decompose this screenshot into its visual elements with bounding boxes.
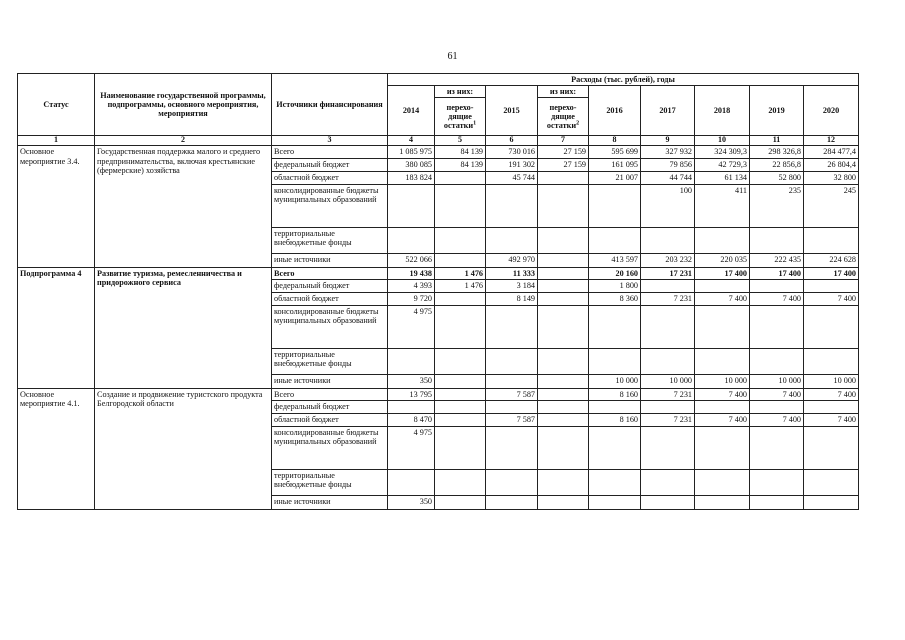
value-cell: 84 139	[435, 146, 486, 158]
value-cell	[486, 495, 538, 509]
value-cell	[435, 400, 486, 413]
value-cell	[750, 426, 804, 469]
column-number: 5	[435, 136, 486, 146]
value-cell	[804, 348, 859, 374]
value-cell	[486, 374, 538, 388]
value-cell: 61 134	[695, 171, 750, 184]
value-cell	[589, 348, 641, 374]
source-cell: консолидированные бюджеты муниципальных образований	[272, 426, 388, 469]
value-cell	[538, 413, 589, 426]
value-cell: 32 800	[804, 171, 859, 184]
value-cell	[695, 469, 750, 495]
value-cell: 413 597	[589, 253, 641, 267]
value-cell	[641, 279, 695, 292]
value-cell	[486, 426, 538, 469]
column-number: 12	[804, 136, 859, 146]
value-cell	[538, 227, 589, 253]
header-sources: Источники финансирования	[272, 74, 388, 136]
value-cell: 203 232	[641, 253, 695, 267]
value-cell	[750, 348, 804, 374]
value-cell: 10 000	[750, 374, 804, 388]
value-cell	[538, 426, 589, 469]
value-cell: 730 016	[486, 146, 538, 158]
source-cell: консолидированные бюджеты муниципальных образований	[272, 305, 388, 348]
program-name-cell: Создание и продвижение туристского продукта Белгородской области	[95, 388, 272, 509]
value-cell	[486, 400, 538, 413]
page-number: 61	[447, 51, 458, 62]
source-cell: иные источники	[272, 495, 388, 509]
value-cell: 84 139	[435, 158, 486, 171]
header-year: 2020	[804, 86, 859, 136]
value-cell: 7 400	[695, 292, 750, 305]
value-cell: 13 795	[388, 388, 435, 400]
budget-table	[17, 73, 859, 510]
value-cell: 595 699	[589, 146, 641, 158]
value-cell: 27 159	[538, 158, 589, 171]
column-number: 3	[272, 136, 388, 146]
value-cell	[388, 184, 435, 227]
value-cell	[589, 184, 641, 227]
value-cell: 44 744	[641, 171, 695, 184]
column-number: 4	[388, 136, 435, 146]
value-cell: 27 159	[538, 146, 589, 158]
value-cell	[538, 374, 589, 388]
value-cell	[750, 279, 804, 292]
value-cell	[435, 171, 486, 184]
value-cell: 7 231	[641, 413, 695, 426]
value-cell	[589, 305, 641, 348]
value-cell	[435, 426, 486, 469]
value-cell	[486, 184, 538, 227]
value-cell: 245	[804, 184, 859, 227]
value-cell: 183 824	[388, 171, 435, 184]
program-name-cell: Государственная поддержка малого и среднего предпринимательства, включая крестьянские (фермерские) хозяйства	[95, 146, 272, 267]
value-cell	[538, 184, 589, 227]
table-row	[18, 388, 859, 400]
header-year: 2019	[750, 86, 804, 136]
source-cell: федеральный бюджет	[272, 158, 388, 171]
source-cell: территориальные внебюджетные фонды	[272, 469, 388, 495]
value-cell: 17 400	[695, 267, 750, 279]
value-cell: 350	[388, 374, 435, 388]
value-cell: 42 729,3	[695, 158, 750, 171]
header-of-them: из них:	[435, 86, 486, 98]
value-cell	[589, 400, 641, 413]
value-cell	[804, 426, 859, 469]
value-cell: 11 333	[486, 267, 538, 279]
value-cell: 284 477,4	[804, 146, 859, 158]
value-cell: 52 800	[750, 171, 804, 184]
value-cell	[695, 279, 750, 292]
value-cell: 235	[750, 184, 804, 227]
value-cell	[538, 305, 589, 348]
value-cell: 3 184	[486, 279, 538, 292]
value-cell	[695, 400, 750, 413]
value-cell	[641, 348, 695, 374]
value-cell	[695, 305, 750, 348]
source-cell: Всего	[272, 388, 388, 400]
value-cell	[538, 279, 589, 292]
value-cell: 220 035	[695, 253, 750, 267]
value-cell: 8 470	[388, 413, 435, 426]
column-number: 6	[486, 136, 538, 146]
value-cell: 10 000	[695, 374, 750, 388]
value-cell: 380 085	[388, 158, 435, 171]
value-cell: 100	[641, 184, 695, 227]
column-number: 11	[750, 136, 804, 146]
value-cell: 17 231	[641, 267, 695, 279]
header-year: 2014	[388, 86, 435, 136]
source-cell: Всего	[272, 267, 388, 279]
value-cell: 79 856	[641, 158, 695, 171]
column-number: 7	[538, 136, 589, 146]
value-cell	[538, 253, 589, 267]
value-cell	[589, 426, 641, 469]
value-cell	[804, 227, 859, 253]
source-cell: консолидированные бюджеты муниципальных образований	[272, 184, 388, 227]
program-name-cell: Развитие туризма, ремесленничества и придорожного сервиса	[95, 267, 272, 388]
value-cell: 4 393	[388, 279, 435, 292]
value-cell	[589, 469, 641, 495]
value-cell	[750, 495, 804, 509]
status-cell: Подпрограмма 4	[18, 267, 95, 388]
status-cell: Основное мероприятие 3.4.	[18, 146, 95, 267]
value-cell	[750, 305, 804, 348]
value-cell	[641, 227, 695, 253]
value-cell: 17 400	[750, 267, 804, 279]
value-cell	[435, 253, 486, 267]
value-cell	[435, 374, 486, 388]
value-cell: 4 975	[388, 426, 435, 469]
value-cell	[435, 348, 486, 374]
header-transition: перехо-дящие остатки$^1$	[435, 98, 486, 136]
source-cell: иные источники	[272, 253, 388, 267]
column-number: 1	[18, 136, 95, 146]
value-cell	[589, 495, 641, 509]
value-cell	[695, 495, 750, 509]
value-cell: 161 095	[589, 158, 641, 171]
value-cell: 8 149	[486, 292, 538, 305]
value-cell: 522 066	[388, 253, 435, 267]
value-cell: 7 400	[750, 292, 804, 305]
value-cell	[388, 469, 435, 495]
status-cell: Основное мероприятие 4.1.	[18, 388, 95, 509]
header-status: Статус	[18, 74, 95, 136]
value-cell	[486, 348, 538, 374]
value-cell: 9 720	[388, 292, 435, 305]
value-cell: 22 856,8	[750, 158, 804, 171]
value-cell: 8 360	[589, 292, 641, 305]
value-cell: 4 975	[388, 305, 435, 348]
source-cell: Всего	[272, 146, 388, 158]
value-cell	[695, 426, 750, 469]
value-cell	[538, 400, 589, 413]
value-cell	[750, 227, 804, 253]
value-cell	[695, 348, 750, 374]
value-cell	[435, 495, 486, 509]
value-cell	[435, 305, 486, 348]
value-cell	[538, 348, 589, 374]
value-cell: 10 000	[804, 374, 859, 388]
value-cell	[486, 305, 538, 348]
value-cell: 1 800	[589, 279, 641, 292]
value-cell	[388, 400, 435, 413]
value-cell	[641, 400, 695, 413]
value-cell: 7 231	[641, 292, 695, 305]
value-cell	[435, 292, 486, 305]
value-cell	[804, 400, 859, 413]
value-cell	[435, 413, 486, 426]
value-cell	[641, 469, 695, 495]
header-year: 2017	[641, 86, 695, 136]
value-cell	[538, 495, 589, 509]
value-cell: 7 231	[641, 388, 695, 400]
value-cell: 21 007	[589, 171, 641, 184]
value-cell: 191 302	[486, 158, 538, 171]
value-cell	[538, 292, 589, 305]
value-cell: 7 400	[750, 388, 804, 400]
source-cell: территориальные внебюджетные фонды	[272, 227, 388, 253]
value-cell: 7 400	[804, 388, 859, 400]
value-cell: 1 476	[435, 279, 486, 292]
value-cell: 492 970	[486, 253, 538, 267]
value-cell	[804, 305, 859, 348]
value-cell	[435, 227, 486, 253]
value-cell: 45 744	[486, 171, 538, 184]
value-cell	[538, 171, 589, 184]
value-cell: 327 932	[641, 146, 695, 158]
value-cell: 10 000	[641, 374, 695, 388]
header-year: 2016	[589, 86, 641, 136]
column-number: 8	[589, 136, 641, 146]
value-cell	[388, 227, 435, 253]
value-cell: 10 000	[589, 374, 641, 388]
value-cell: 8 160	[589, 388, 641, 400]
value-cell	[435, 469, 486, 495]
header-of-them: из них:	[538, 86, 589, 98]
value-cell: 298 326,8	[750, 146, 804, 158]
value-cell: 20 160	[589, 267, 641, 279]
source-cell: территориальные внебюджетные фонды	[272, 348, 388, 374]
value-cell	[538, 388, 589, 400]
value-cell: 324 309,3	[695, 146, 750, 158]
value-cell	[538, 469, 589, 495]
value-cell	[435, 388, 486, 400]
value-cell: 1 085 975	[388, 146, 435, 158]
source-cell: областной бюджет	[272, 413, 388, 426]
value-cell	[641, 495, 695, 509]
source-cell: федеральный бюджет	[272, 400, 388, 413]
value-cell: 7 400	[695, 388, 750, 400]
value-cell: 7 587	[486, 388, 538, 400]
value-cell	[641, 426, 695, 469]
column-number: 9	[641, 136, 695, 146]
value-cell	[388, 348, 435, 374]
header-transition: перехо-дящие остатки$^2$	[538, 98, 589, 136]
value-cell	[486, 227, 538, 253]
value-cell: 8 160	[589, 413, 641, 426]
header-name: Наименование государственной программы, подпрограммы, основного мероприятия, мероприятия	[95, 74, 272, 136]
value-cell	[589, 227, 641, 253]
value-cell	[538, 267, 589, 279]
value-cell	[486, 469, 538, 495]
value-cell	[804, 279, 859, 292]
value-cell: 26 804,4	[804, 158, 859, 171]
value-cell: 411	[695, 184, 750, 227]
value-cell: 350	[388, 495, 435, 509]
value-cell: 7 400	[750, 413, 804, 426]
value-cell	[641, 305, 695, 348]
value-cell	[750, 400, 804, 413]
header-year: 2018	[695, 86, 750, 136]
column-number: 2	[95, 136, 272, 146]
value-cell: 1 476	[435, 267, 486, 279]
value-cell: 7 400	[695, 413, 750, 426]
header-year: 2015	[486, 86, 538, 136]
value-cell: 224 628	[804, 253, 859, 267]
value-cell	[435, 184, 486, 227]
source-cell: федеральный бюджет	[272, 279, 388, 292]
value-cell: 7 400	[804, 292, 859, 305]
value-cell	[804, 495, 859, 509]
value-cell: 17 400	[804, 267, 859, 279]
column-number: 10	[695, 136, 750, 146]
table-row	[18, 146, 859, 158]
value-cell	[804, 469, 859, 495]
source-cell: иные источники	[272, 374, 388, 388]
value-cell	[750, 469, 804, 495]
value-cell: 222 435	[750, 253, 804, 267]
value-cell: 19 438	[388, 267, 435, 279]
source-cell: областной бюджет	[272, 171, 388, 184]
value-cell: 7 400	[804, 413, 859, 426]
table-row	[18, 267, 859, 279]
value-cell: 7 587	[486, 413, 538, 426]
value-cell	[695, 227, 750, 253]
source-cell: областной бюджет	[272, 292, 388, 305]
header-expenses: Расходы (тыс. рублей), годы	[388, 74, 859, 86]
